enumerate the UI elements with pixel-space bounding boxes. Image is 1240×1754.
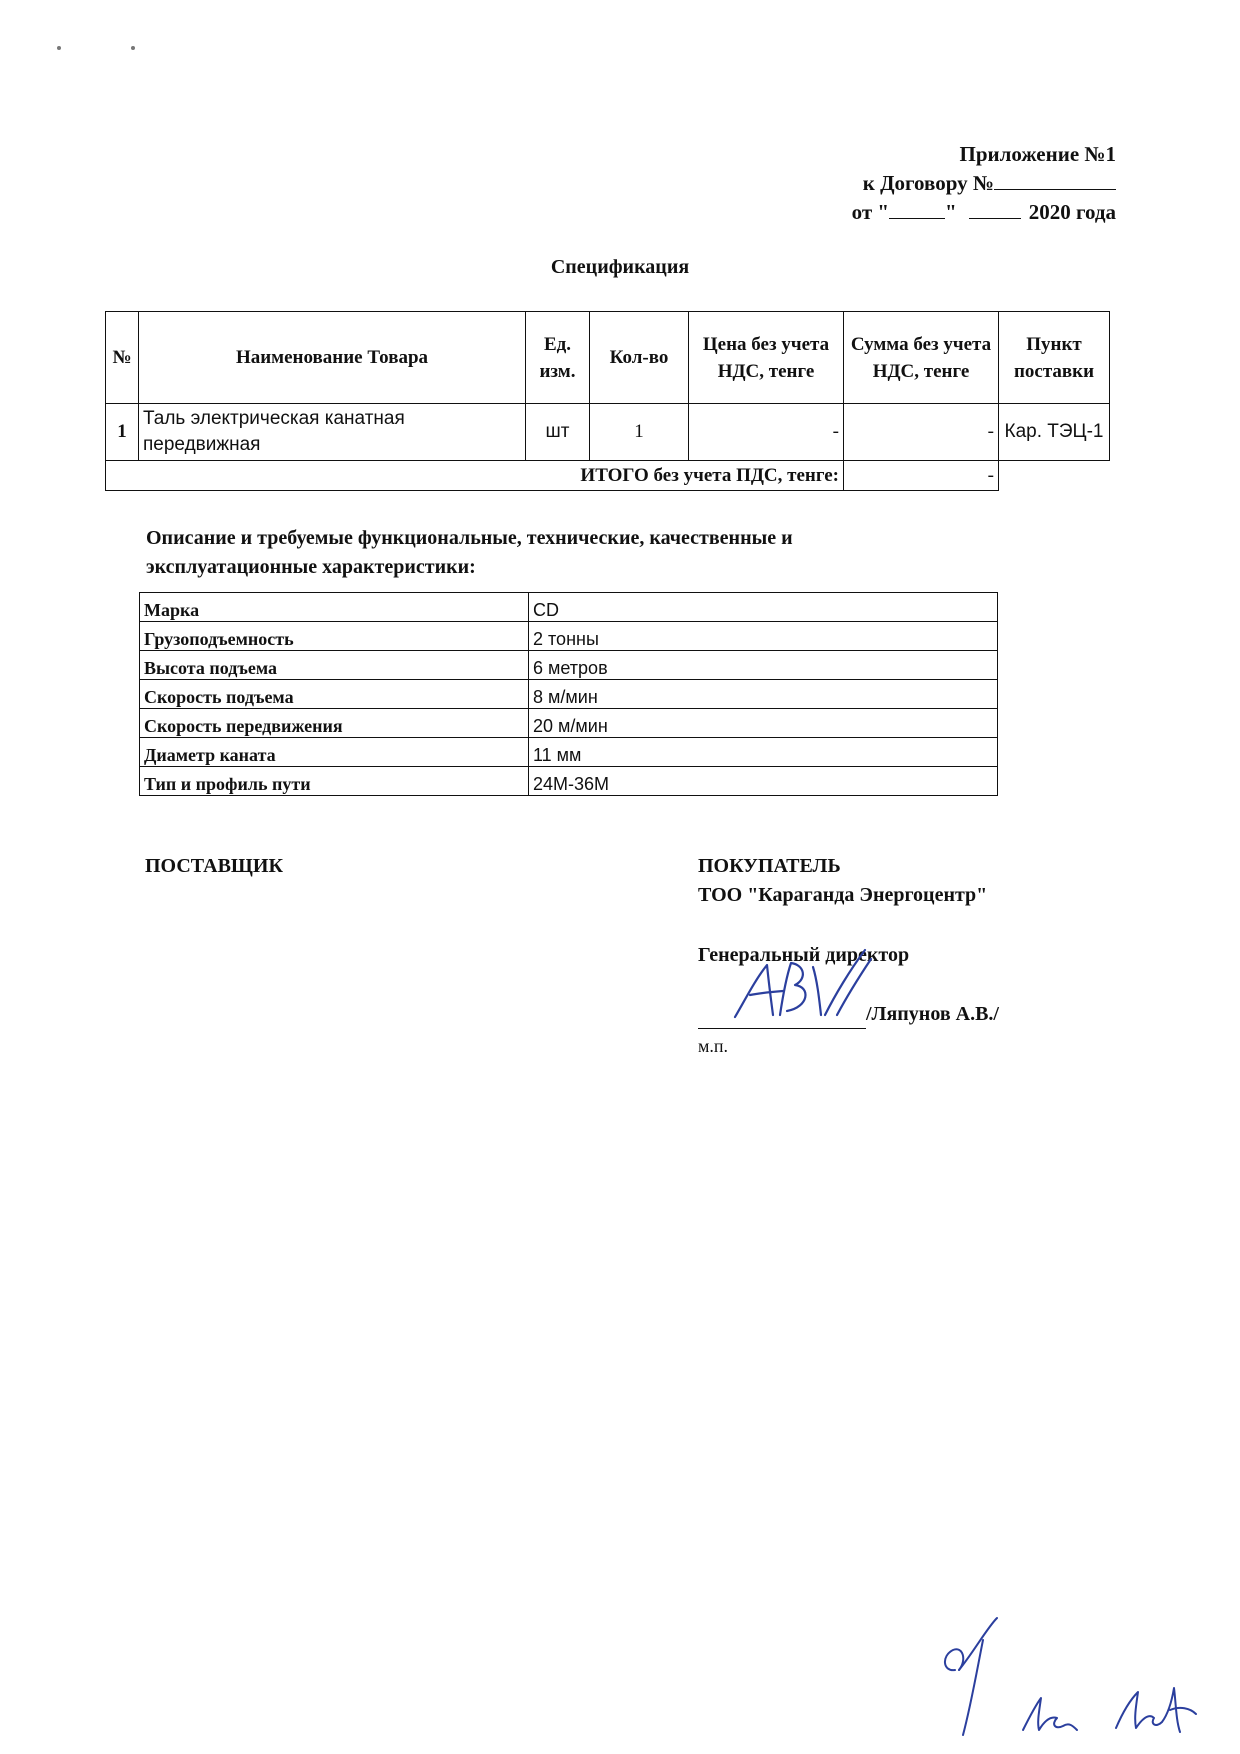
- row-delivery: Кар. ТЭЦ-1: [999, 404, 1110, 461]
- director-name: /Ляпунов А.В./: [866, 1003, 999, 1025]
- char-value: 20 м/мин: [529, 709, 998, 738]
- table-row: [140, 738, 998, 767]
- char-key: Скорость подъема: [140, 680, 529, 709]
- contract-number-blank: [994, 169, 1116, 190]
- char-value: 8 м/мин: [529, 680, 998, 709]
- contract-number-label: к Договору №: [862, 171, 994, 195]
- director-title: Генеральный директор: [698, 944, 910, 966]
- char-key: Диаметр каната: [140, 738, 529, 767]
- appendix-title: Приложение №1: [959, 142, 1116, 166]
- total-label: ИТОГО без учета ПДС, тенге:: [106, 461, 844, 491]
- char-key: Тип и профиль пути: [140, 767, 529, 796]
- table-row: [140, 622, 998, 651]
- date-month-blank: [969, 198, 1021, 219]
- table-row: [140, 593, 998, 622]
- characteristics-table: [139, 592, 998, 796]
- initials-signature-image: [1110, 1680, 1200, 1740]
- char-key: Марка: [140, 593, 529, 622]
- char-value: CD: [529, 593, 998, 622]
- table-row: [140, 709, 998, 738]
- char-value: 2 тонны: [529, 622, 998, 651]
- col-sum: Сумма без учета НДС, тенге: [844, 312, 999, 404]
- row-unit: шт: [526, 404, 590, 461]
- buyer-name: ТОО "Караганда Энергоцентр": [698, 884, 988, 906]
- row-number: 1: [106, 404, 139, 461]
- initials-signature-image: [1015, 1690, 1085, 1740]
- goods-table: [105, 311, 1110, 491]
- scan-speck: [131, 46, 135, 50]
- col-price: Цена без учета НДС, тенге: [689, 312, 844, 404]
- specification-title: Спецификация: [550, 256, 690, 278]
- total-value: -: [844, 461, 999, 491]
- date-quote: ": [945, 200, 957, 224]
- director-signature-image: [725, 945, 875, 1035]
- row-sum: -: [844, 404, 999, 461]
- col-number: №: [106, 312, 139, 404]
- row-name: Таль электрическая канатная передвижная: [139, 404, 526, 461]
- col-quantity: Кол-во: [590, 312, 689, 404]
- table-row: [106, 404, 1110, 461]
- description-title: Описание и требуемые функциональные, технические, качественные и эксплуатационные характеристики:: [146, 527, 793, 578]
- date-day-blank: [889, 198, 945, 219]
- supplier-label: ПОСТАВЩИК: [145, 855, 283, 877]
- buyer-label: ПОКУПАТЕЛЬ: [698, 855, 841, 877]
- scan-speck: [57, 46, 61, 50]
- appendix-header: [716, 140, 1116, 227]
- char-key: Высота подъема: [140, 651, 529, 680]
- char-key: Скорость передвижения: [140, 709, 529, 738]
- stamp-place-label: м.п.: [698, 1036, 729, 1056]
- date-year: 2020 года: [1028, 200, 1116, 224]
- date-from-label: от ": [851, 200, 890, 224]
- char-value: 11 мм: [529, 738, 998, 767]
- char-key: Грузоподъемность: [140, 622, 529, 651]
- table-row: [140, 651, 998, 680]
- table-row: [140, 767, 998, 796]
- row-price: -: [689, 404, 844, 461]
- char-value: 24М-36М: [529, 767, 998, 796]
- table-row: [140, 680, 998, 709]
- col-name: Наименование Товара: [139, 312, 526, 404]
- col-unit: Ед. изм.: [526, 312, 590, 404]
- row-quantity: 1: [590, 404, 689, 461]
- total-row: [106, 461, 1110, 491]
- char-value: 6 метров: [529, 651, 998, 680]
- goods-table-header: [106, 312, 1110, 404]
- col-delivery: Пункт поставки: [999, 312, 1110, 404]
